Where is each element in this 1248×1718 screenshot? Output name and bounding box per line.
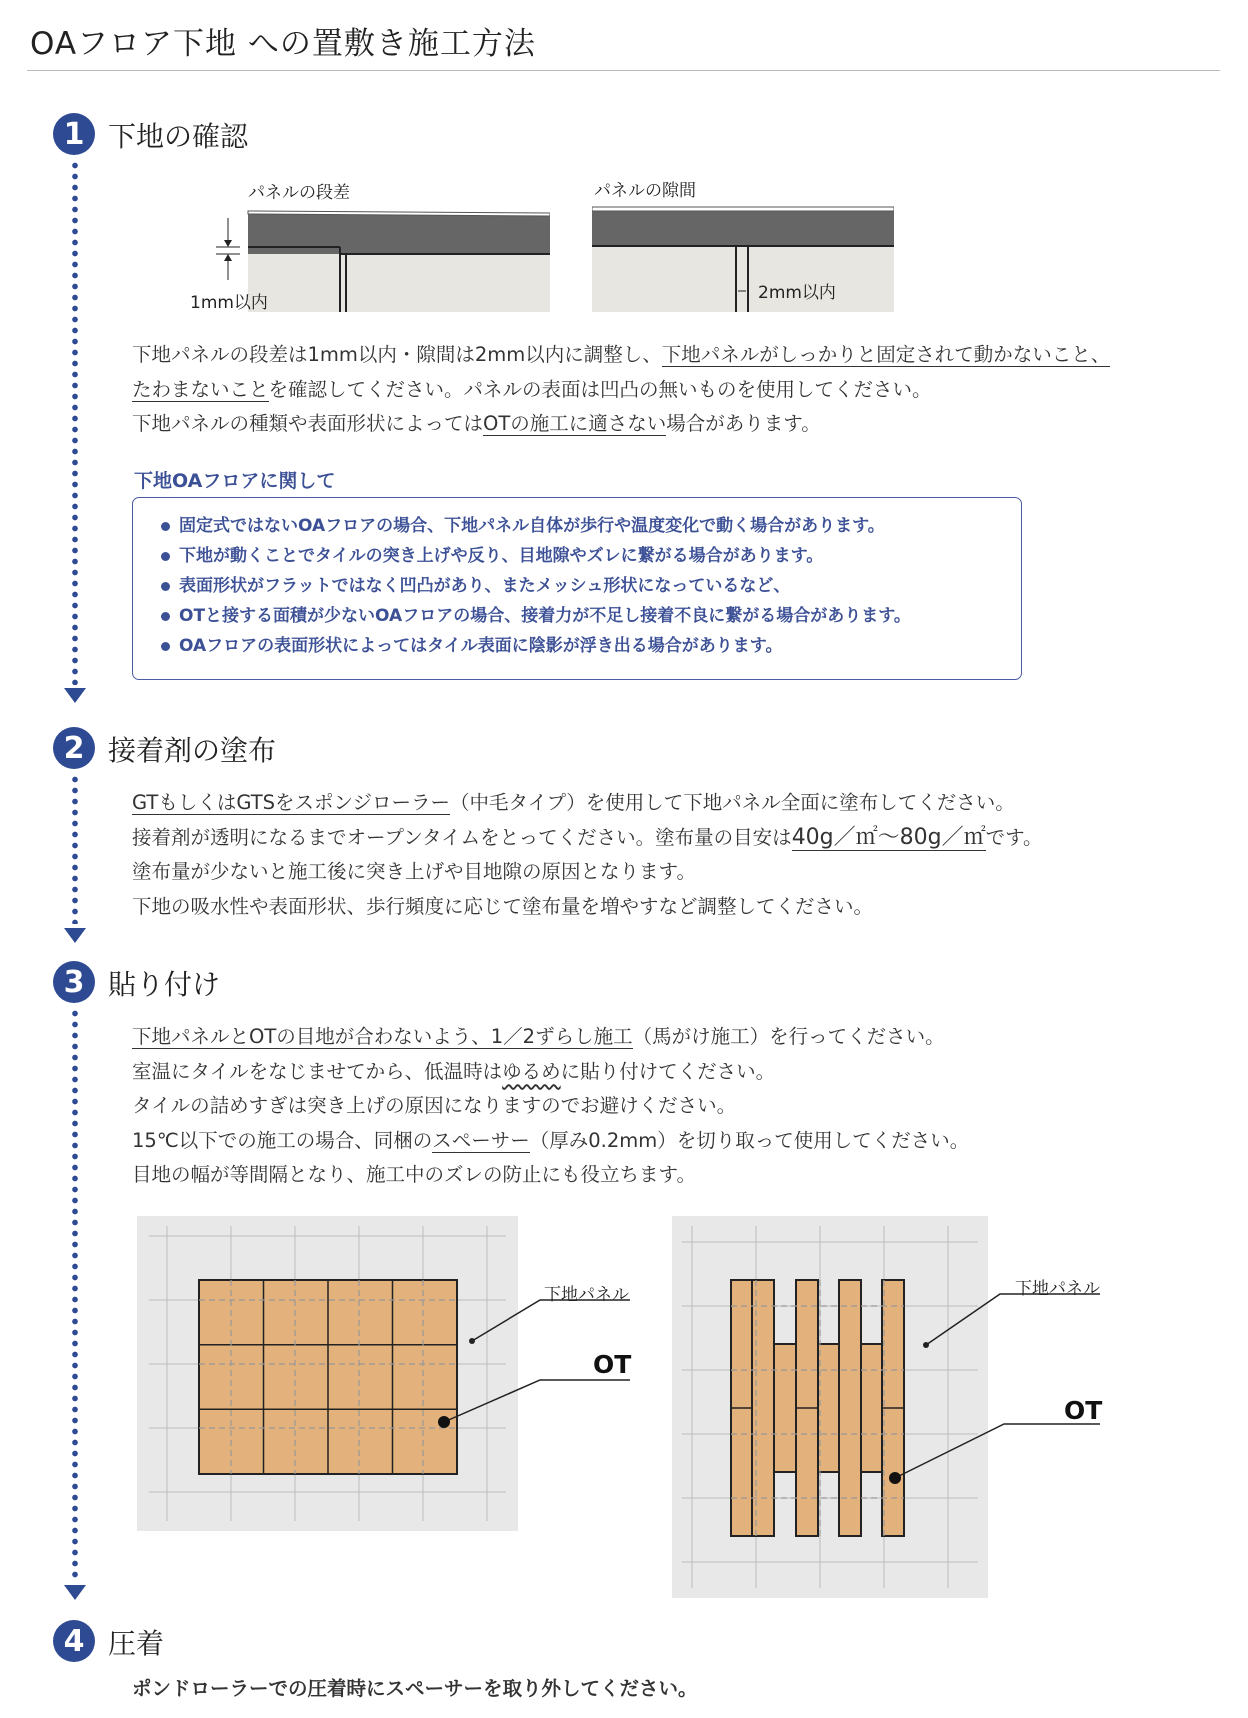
- note-item: 下地が動くことでタイルの突き上げや反り、目地隙やズレに繋がる場合があります。: [159, 541, 911, 571]
- text: です。: [985, 825, 1043, 849]
- text: に貼り付けてください。: [560, 1059, 776, 1083]
- coverage-amount: 40g／㎡〜80g／㎡: [791, 824, 986, 850]
- note-heading: 下地OAフロアに関して: [134, 470, 336, 492]
- step-3-description: [132, 1020, 969, 1193]
- step-2-title: 接着剤の塗布: [108, 734, 277, 767]
- note-box: [132, 497, 1022, 680]
- panel-label: 下地パネル: [1015, 1279, 1100, 1299]
- down-arrow-icon: [64, 1585, 86, 1600]
- emphasis-text: たわまないこと: [132, 377, 269, 401]
- text: 15℃以下での施工の場合、同梱の: [132, 1128, 433, 1152]
- text: 下地の吸水性や表面形状、歩行頻度に応じて塗布量を増やすなど調整してください。: [132, 894, 874, 918]
- step-4-badge: 4: [53, 1620, 95, 1662]
- text: 下地パネルの段差は1mm以内・隙間は2mm以内に調整し、: [132, 343, 662, 366]
- text: 目地の幅が等間隔となり、施工中のズレの防止にも役立ちます。: [132, 1163, 696, 1186]
- emphasis-text: スペーサー: [432, 1128, 530, 1152]
- emphasis-text: 下地パネルとOTの目地が合わないよう、1／2ずらし施工: [132, 1025, 633, 1048]
- emphasis-text: ゆるめ: [502, 1059, 561, 1083]
- text: 接着剤が透明になるまでオープンタイムをとってください。塗布量の目安は: [132, 825, 792, 849]
- ot-label: OT: [593, 1350, 632, 1379]
- text: 場合があります。: [666, 412, 821, 435]
- step-connector-2: [72, 774, 78, 924]
- text: （馬がけ施工）を行ってください。: [632, 1025, 945, 1048]
- note-item: 固定式ではないOAフロアの場合、下地パネル自体が歩行や温度変化で動く場合があります。: [159, 511, 911, 541]
- text: 塗布量が少ないと施工後に突き上げや目地隙の原因となります。: [132, 860, 696, 883]
- panel-gap-dimension: 2mm以内: [758, 283, 836, 303]
- text: （厚み0.2mm）を切り取って使用してください。: [529, 1128, 970, 1152]
- note-item: 表面形状がフラットではなく凹凸があり、またメッシュ形状になっているなど、: [159, 571, 911, 601]
- step-1-description: [132, 338, 1110, 442]
- emphasis-text: 下地パネルがしっかりと固定されて動かないこと、: [661, 343, 1111, 366]
- plank-diagram-leaders: [880, 1270, 1106, 1490]
- step-connector-3: [72, 1008, 78, 1581]
- panel-step-label: パネルの段差: [248, 183, 350, 203]
- text: を確認してください。パネルの表面は凹凸の無いものを使用してください。: [268, 377, 932, 401]
- panel-step-dimension: 1mm以内: [190, 293, 268, 313]
- step-3-title: 貼り付け: [108, 968, 221, 1001]
- down-arrow-icon: [64, 688, 86, 703]
- text: 室温にタイルをなじませてから、低温時は: [132, 1059, 503, 1083]
- note-list: [159, 511, 911, 661]
- panel-label: 下地パネル: [544, 1285, 629, 1305]
- step-1-title: 下地の確認: [108, 120, 249, 153]
- page-title: OAフロア下地 への置敷き施工方法: [30, 26, 536, 62]
- panel-gap-figure: [592, 203, 894, 312]
- ot-label: OT: [1064, 1396, 1103, 1425]
- down-arrow-icon: [64, 928, 86, 943]
- step-1-badge: 1: [53, 113, 95, 155]
- note-item-continued: OTと接する面積が少ないOAフロアの場合、接着力が不足し接着不良に繋がる場合があります。: [159, 601, 911, 631]
- step-2-description: [132, 786, 1043, 924]
- step-4-title: 圧着: [108, 1627, 165, 1660]
- text: （中毛タイプ）を使用して下地パネル全面に塗布してください。: [450, 791, 1015, 814]
- emphasis-text: OTの施工に適さない: [483, 412, 667, 435]
- title-divider: [27, 70, 1220, 71]
- step-3-badge: 3: [53, 961, 95, 1003]
- step-connector-1: [72, 160, 78, 685]
- text: 下地パネルの種類や表面形状によっては: [132, 412, 484, 435]
- panel-gap-label: パネルの隙間: [594, 181, 696, 201]
- note-item: OAフロアの表面形状によってはタイル表面に陰影が浮き出る場合があります。: [159, 631, 911, 661]
- step-2-badge: 2: [53, 727, 95, 769]
- step-4-description: ポンドローラーでの圧着時にスペーサーを取り外してください。: [132, 1677, 698, 1700]
- emphasis-text: GTもしくはGTSをスポンジローラー: [132, 791, 451, 814]
- text: タイルの詰めすぎは突き上げの原因になりますのでお避けください。: [132, 1094, 737, 1117]
